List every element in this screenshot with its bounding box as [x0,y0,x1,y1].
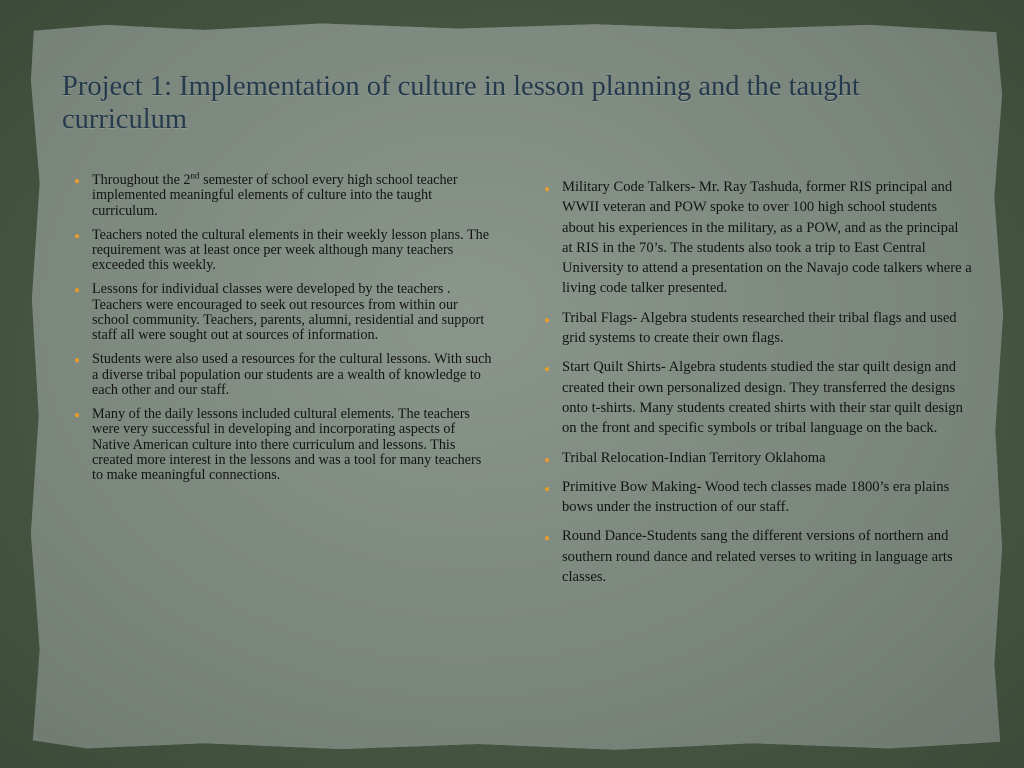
list-item [74,407,494,484]
list-item-text: Start Quilt Shirts- Algebra students studied the star quilt design and created their own personalized design. They transferred the designs onto t-shirts. Many students created shirts with their star quilt design on the front and specific symbols or tribal language on the back. [562,359,963,437]
list-item-text: Lessons for individual classes were developed by the teachers . Teachers were encouraged to seek out resources from within our school community. Teachers, parents, alumni, residential and support staff all were sought out at sources of information. [92,281,485,344]
list-item-text: Many of the daily lessons included cultural elements. The teachers were very successful in developing and incorporating aspects of Native American culture into there curriculum and lessons. This created more interest in the lessons and was a tool for many teachers to make meaningful connections. [92,405,482,484]
bullet-dot-icon: ● [544,184,551,195]
list-item [74,352,494,398]
list-item-text: Students were also used a resources for the cultural lessons. With such a diverse tribal population our students are a wealth of knowledge to each other and our staff. [92,351,492,399]
bullet-dot-icon: ● [74,230,81,242]
list-item-text: Throughout the 2nd semester of school every high school teacher implemented meaningful elements of culture into the taught curriculum. [92,170,458,219]
list-item [74,170,494,219]
left-bullet-list [74,170,494,492]
bullet-dot-icon: ● [544,454,551,466]
list-item-text: Tribal Relocation-Indian Territory Oklahoma [562,449,826,466]
bullet-dot-icon: ● [74,176,81,187]
list-item-text: Round Dance-Students sang the different versions of northern and southern round dance and related verses to writing in language arts classes. [562,528,953,586]
list-item-text: Teachers noted the cultural elements in their weekly lesson plans. The requirement was at least once per week although many teachers exceeded this weekly. [92,226,490,274]
list-item [544,308,972,349]
bullet-dot-icon: ● [74,409,81,421]
list-item [544,177,972,299]
bullet-dot-icon: ● [544,314,551,326]
list-item [74,282,494,344]
bullet-dot-icon: ● [74,355,81,367]
list-item [74,228,494,274]
list-item [544,448,972,468]
slide-title: Project 1: Implementation of culture in lesson planning and the taught curriculum [62,71,860,135]
list-item-text: Tribal Flags- Algebra students researched their tribal flags and used grid systems to create their own flags. [562,309,957,347]
list-item-text: Primitive Bow Making- Wood tech classes made 1800’s era plains bows under the instruction of our staff. [562,478,950,516]
bullet-dot-icon: ● [544,364,551,376]
list-item [544,477,972,518]
right-bullet-list [544,177,972,596]
bullet-dot-icon: ● [544,533,551,545]
list-item [544,526,972,587]
bullet-dot-icon: ● [74,285,81,297]
bullet-dot-icon: ● [544,483,551,495]
list-item-text: Military Code Talkers- Mr. Ray Tashuda, former RIS principal and WWII veteran and POW spoke to over 100 high school students about his experiences in the military, as a POW, and as the principal at RIS in the 70’s. The students also took a trip to East Central University to attend a presentation on the Navajo code talkers where a living code talker presented. [562,179,972,297]
list-item [544,357,972,438]
